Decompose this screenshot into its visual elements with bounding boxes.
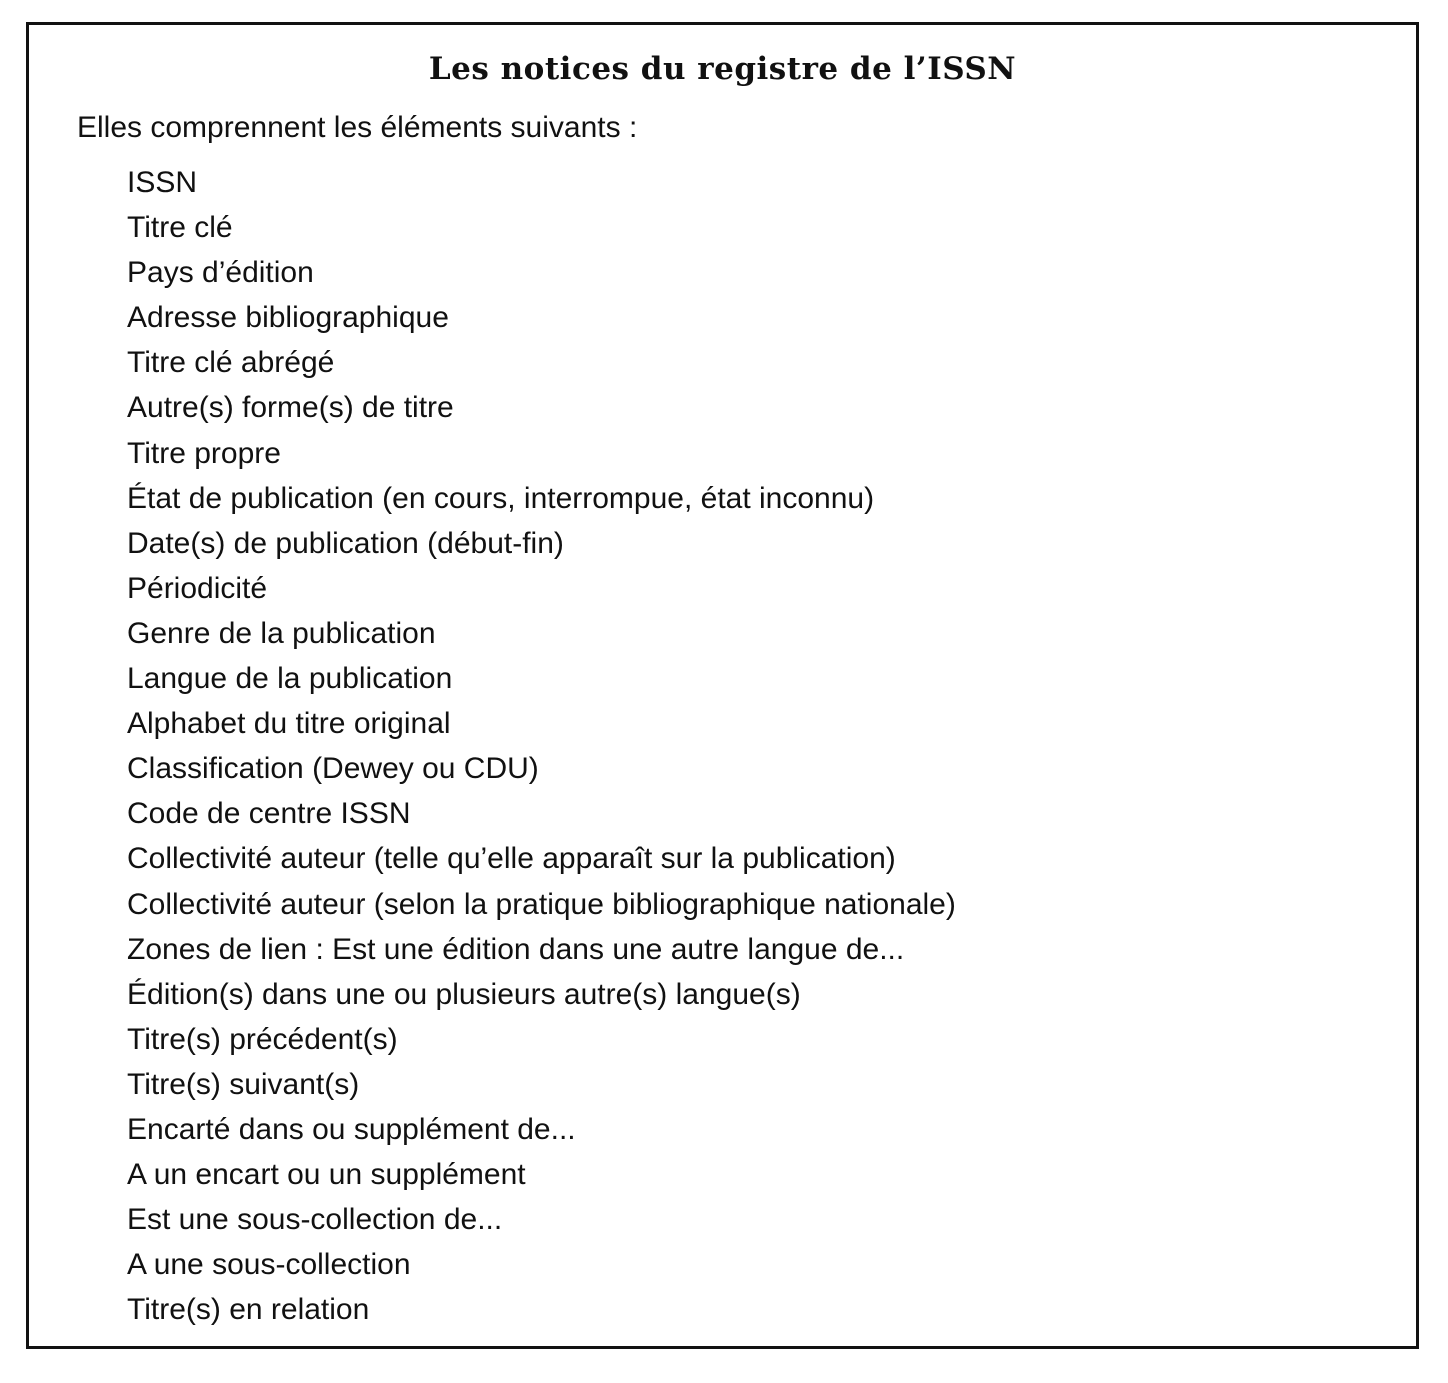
list-item: Classification (Dewey ou CDU)	[127, 752, 539, 786]
list-item: Titre clé	[127, 211, 233, 245]
list-item: État de publication (en cours, interrompue, état inconnu)	[127, 481, 875, 515]
list-item: Zones de lien : Est une édition dans une autre langue de...	[127, 932, 905, 966]
list-item: Titre propre	[127, 436, 281, 470]
list-item: Est une sous-collection de...	[127, 1203, 503, 1237]
list-item: Édition(s) dans une ou plusieurs autre(s) langue(s)	[127, 977, 801, 1011]
list-item: ISSN	[127, 166, 198, 199]
list-item: Adresse bibliographique	[127, 301, 449, 335]
list-item: Périodicité	[127, 571, 268, 605]
list-item: Date(s) de publication (début-fin)	[127, 526, 564, 560]
list-item: Collectivité auteur (selon la pratique bibliographique nationale)	[127, 887, 956, 921]
elements-list	[127, 160, 956, 1332]
document-frame	[26, 22, 1419, 1349]
document-title: Les notices du registre de l’ISSN	[428, 51, 1017, 87]
list-item: Alphabet du titre original	[127, 707, 451, 741]
list-item: Encarté dans ou supplément de...	[127, 1112, 576, 1146]
list-item: A un encart ou un supplément	[127, 1158, 526, 1192]
list-item: Autre(s) forme(s) de titre	[127, 391, 454, 425]
list-item: Pays d’édition	[127, 256, 314, 290]
list-item: Titre clé abrégé	[127, 346, 335, 380]
list-item: Collectivité auteur (telle qu’elle apparaît sur la publication)	[127, 842, 896, 876]
list-item: Code de centre ISSN	[127, 797, 411, 831]
list-item: Titre(s) en relation	[127, 1293, 370, 1327]
list-item: Genre de la publication	[127, 616, 436, 650]
intro-text: Elles comprennent les éléments suivants :	[77, 111, 638, 144]
list-item: Titre(s) suivant(s)	[127, 1067, 360, 1101]
list-item: A une sous-collection	[127, 1248, 411, 1282]
list-item: Langue de la publication	[127, 662, 453, 696]
list-item: Titre(s) précédent(s)	[127, 1022, 398, 1056]
